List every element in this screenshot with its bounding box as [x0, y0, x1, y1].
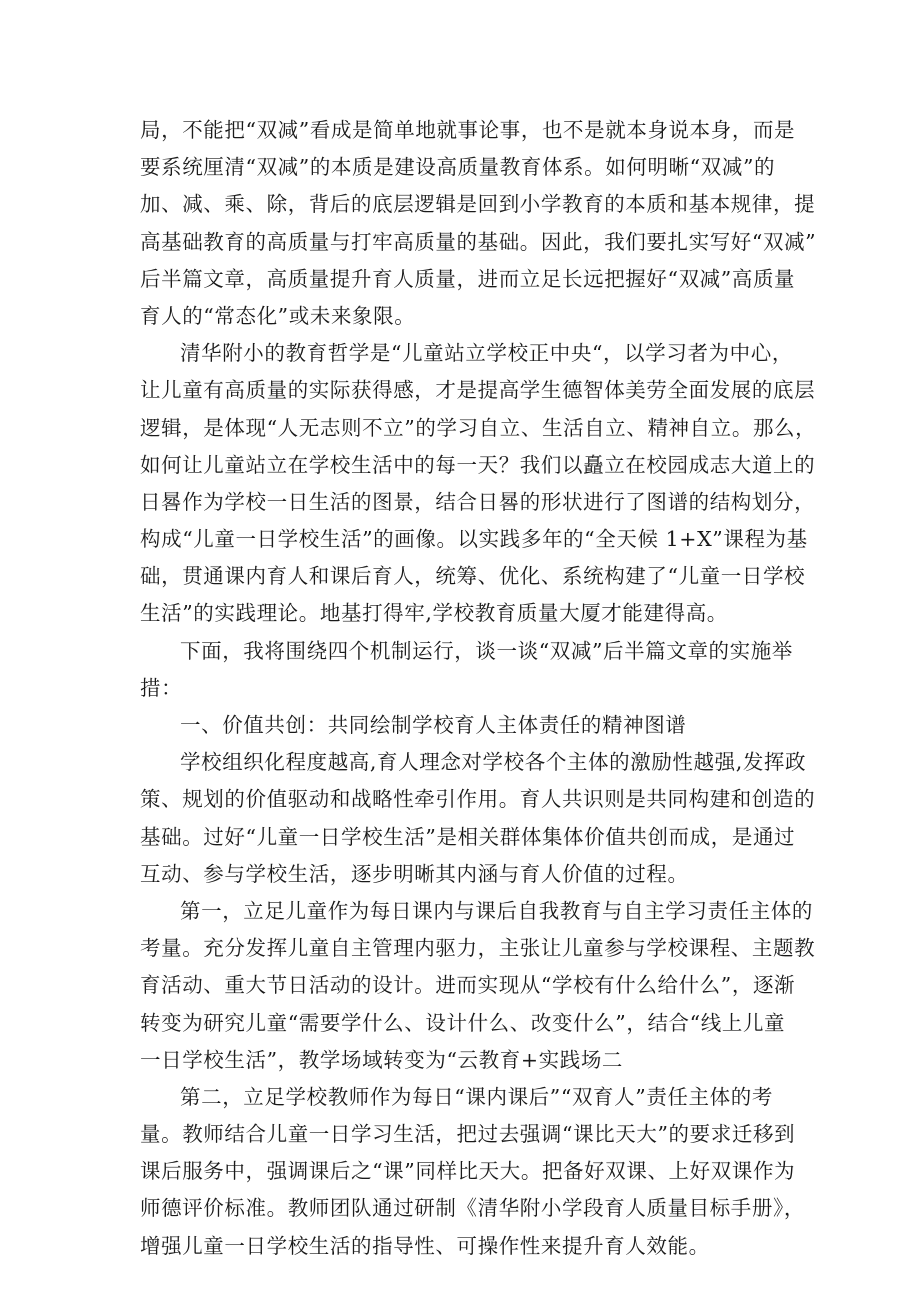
text-line: 育人的“常态化”或未来象限。 — [140, 303, 416, 328]
text-line: 础，贯通课内育人和课后育人，统筹、优化、系统构建了“儿童一日学校 — [140, 564, 806, 589]
text-line: 增强儿童一日学校生活的指导性、可操作性来提升育人效能。 — [140, 1233, 710, 1258]
text-line: 后半篇文章，高质量提升育人质量，进而立足长远把握好“双减”高质量 — [140, 266, 796, 291]
text-line: 育活动、重大节日活动的设计。进而实现从“学校有什么给什么”，逐渐 — [140, 973, 796, 998]
text-line: 措： — [140, 675, 183, 700]
text-line: 课后服务中，强调课后之“课”同样比天大。把备好双课、上好双课作为 — [140, 1159, 796, 1184]
paragraph-education-philosophy — [140, 335, 817, 633]
text-line: 策、规划的价值驱动和战略性牵引作用。育人共识则是共同构建和创造的 — [140, 787, 816, 812]
text-line: 清华附小的教育哲学是“儿童站立学校正中央“，以学习者为中心， — [180, 341, 793, 366]
text-line: 如何让儿童站立在学校生活中的每一天？我们以矗立在校园成志大道上的 — [140, 452, 816, 477]
text-line: 日晷作为学校一日生活的图景，结合日晷的形状进行了图谱的结构划分， — [140, 489, 816, 514]
text-line: 要系统厘清“双减”的本质是建设高质量教育体系。如何明晰“双减”的 — [140, 155, 776, 180]
paragraph-continuation — [140, 112, 817, 335]
document-body — [140, 112, 817, 1265]
paragraph-introduction — [140, 633, 793, 707]
text-line: 构成“儿童一日学校生活”的画像。以实践多年的“全天候 1+X”课程为基 — [140, 527, 808, 552]
text-line: 第一，立足儿童作为每日课内与课后自我教育与自主学习责任主体的 — [180, 898, 813, 923]
section-heading — [140, 707, 790, 744]
text-line: 量。教师结合儿童一日学习生活，把过去强调“课比天大”的要求迁移到 — [140, 1122, 796, 1147]
text-line: 逻辑，是体现“人无志则不立”的学习自立、生活自立、精神自立。那么， — [140, 415, 817, 440]
heading-text: 一、价值共创：共同绘制学校育人主体责任的精神图谱 — [180, 713, 687, 737]
text-line: 第二，立足学校教师作为每日“课内课后”“双育人”责任主体的考 — [180, 1084, 773, 1109]
paragraph-first-point — [140, 893, 816, 1079]
text-line: 一日学校生活”，教学场域转变为“云教育+实践场二 — [140, 1047, 624, 1072]
text-line: 学校组织化程度越高,育人理念对学校各个主体的激励性越强,发挥政 — [180, 750, 807, 775]
text-line: 转变为研究儿童“需要学什么、设计什么、改变什么”，结合“线上儿童 — [140, 1010, 786, 1035]
paragraph-organization — [140, 744, 816, 893]
text-line: 加、减、乘、除，背后的底层逻辑是回到小学教育的本质和基本规律，提 — [140, 192, 816, 217]
text-line: 师德评价标准。教师团队通过研制《清华附小学段育人质量目标手册》， — [140, 1196, 805, 1221]
text-line: 下面，我将围绕四个机制运行，谈一谈“双减”后半篇文章的实施举 — [180, 638, 793, 663]
text-line: 生活”的实践理论。地基打得牢,学校教育质量大厦才能建得高。 — [140, 601, 728, 626]
text-line: 基础。过好“儿童一日学校生活”是相关群体集体价值共创而成，是通过 — [140, 824, 796, 849]
text-line: 局，不能把“双减”看成是简单地就事论事，也不是就本身说本身，而是 — [140, 118, 796, 142]
paragraph-second-point — [140, 1079, 805, 1265]
text-line: 高基础教育的高质量与打牢高质量的基础。因此，我们要扎实写好“双减” — [140, 229, 817, 254]
text-line: 让儿童有高质量的实际获得感，才是提高学生德智体美劳全面发展的底层 — [140, 378, 816, 403]
text-line: 考量。充分发挥儿童自主管理内驱力，主张让儿童参与学校课程、主题教 — [140, 936, 816, 961]
text-line: 互动、参与学校生活，逐步明晰其内涵与育人价值的过程。 — [140, 861, 689, 886]
